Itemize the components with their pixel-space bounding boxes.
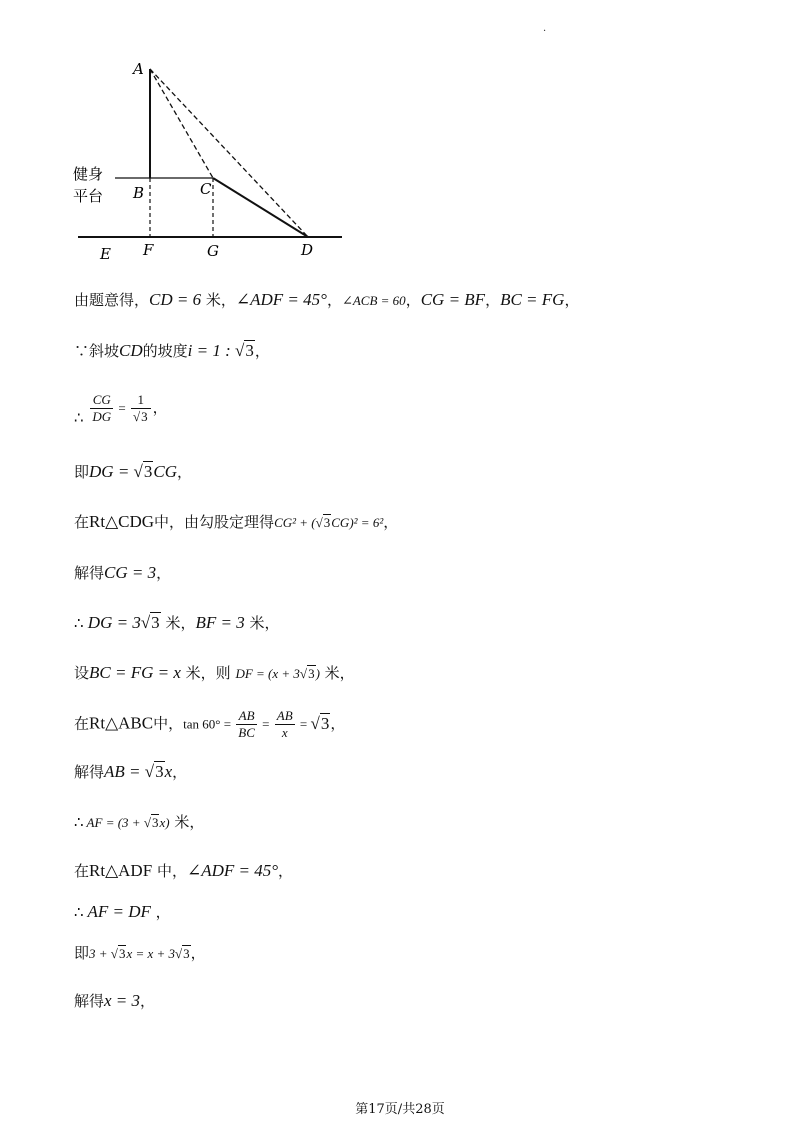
solution-line-9: 在Rt△ABC中，tan 60° = $\frac{AB}{BC}$ = $\frac{AB}{x}$ = √3， xyxy=(74,708,346,740)
point-c-label: C xyxy=(200,180,212,198)
solution-line-3: ∴ $\frac{CG}{DG}$ = $\frac{1}{√3}$ ， xyxy=(74,392,168,427)
solution-line-4: 即DG = √3CG， xyxy=(74,462,193,481)
segment-ad xyxy=(150,69,308,237)
geometry-figure xyxy=(60,55,360,270)
platform-label-line2: 平台 xyxy=(73,187,104,205)
platform-label-line1: 健身 xyxy=(73,165,104,183)
point-d-label: D xyxy=(301,241,314,259)
solution-line-14: 即3 + √3x = x + 3√3， xyxy=(74,944,206,962)
solution-line-13: ∴ AF = DF ， xyxy=(74,902,171,921)
solution-line-2: ∵斜坡CD的坡度i = 1 : √3， xyxy=(74,341,270,360)
solution-line-5: 在Rt△CDG中，由勾股定理得CG² + (√3CG)² = 6²， xyxy=(74,512,399,531)
solution-line-1: 由题意得，CD = 6 米，∠ADF = 45°，∠ACB = 60，CG = BF，BC = FG， xyxy=(74,290,580,309)
point-f-label: F xyxy=(143,241,154,259)
solution-line-7: ∴ DG = 3√3 米，BF = 3 米， xyxy=(74,613,280,632)
solution-line-11: ∴ AF = (3 + √3x) 米， xyxy=(74,813,205,831)
solution-line-8: 设BC = FG = x 米，则 DF = (x + 3√3) 米， xyxy=(74,663,355,682)
page-footer: 第17页/共28页 xyxy=(355,1102,445,1117)
solution-line-6: 解得CG = 3， xyxy=(74,563,172,582)
solution-line-10: 解得AB = √3x， xyxy=(74,762,188,781)
solution-line-15: 解得x = 3， xyxy=(74,991,156,1010)
solution-line-12: 在Rt△ADF 中，∠ADF = 45°， xyxy=(74,861,294,880)
point-a-label: A xyxy=(133,60,144,78)
point-g-label: G xyxy=(207,242,219,260)
page-mark: · xyxy=(543,26,547,37)
segment-ac xyxy=(150,69,213,178)
point-e-label: E xyxy=(100,245,111,263)
point-b-label: B xyxy=(133,184,145,202)
